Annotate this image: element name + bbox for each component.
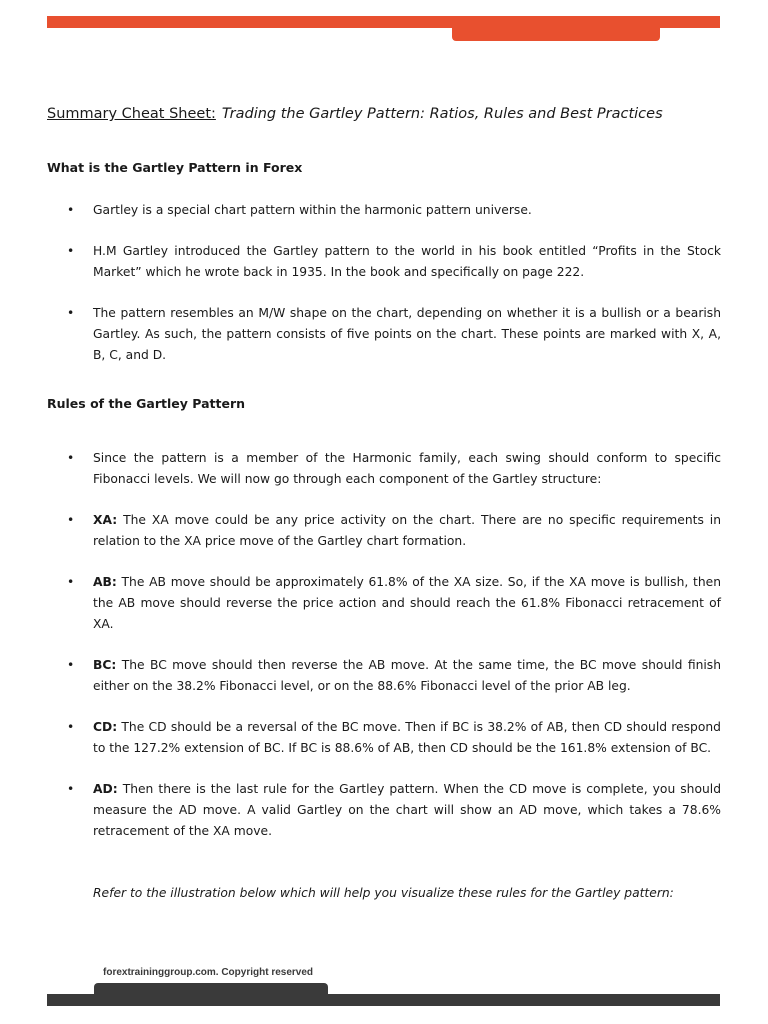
list-item bbox=[67, 572, 721, 634]
rule-key: CD: bbox=[93, 720, 118, 734]
bullet-dot: • bbox=[67, 306, 75, 320]
rule-key: BC: bbox=[93, 658, 117, 672]
list-item bbox=[67, 510, 721, 552]
rule-text: Then there is the last rule for the Gartley pattern. When the CD move is complete, you should measure the AD move. A valid Gartley on the chart will show an AD move, which takes a 78.6% retracement of the XA move. bbox=[93, 782, 721, 838]
title-prefix: Summary Cheat Sheet: bbox=[47, 106, 216, 122]
rule-key: XA: bbox=[93, 513, 118, 527]
bullet-dot: • bbox=[67, 720, 75, 734]
list-item bbox=[67, 241, 721, 283]
footer-copyright: forextraininggroup.com. Copyright reserved bbox=[103, 967, 314, 978]
list-item bbox=[67, 655, 721, 697]
section-heading-what-is: What is the Gartley Pattern in Forex bbox=[47, 160, 303, 175]
rule-text: The BC move should then reverse the AB move. At the same time, the BC move should finish either on the 38.2% Fibonacci level, or on the 88.6% Fibonacci level of the prior AB leg. bbox=[93, 658, 721, 693]
bullet-text: The pattern resembles an M/W shape on the chart, depending on whether it is a bullish or a bearish Gartley. As such, the pattern consists of five points on the chart. These points are marked with X, A, B, C, and D. bbox=[93, 306, 721, 362]
rule-key: AB: bbox=[93, 575, 117, 589]
bullet-dot: • bbox=[67, 244, 75, 258]
bullet-dot: • bbox=[67, 658, 75, 672]
list-item bbox=[67, 717, 721, 759]
bullet-text: H.M Gartley introduced the Gartley pattern to the world in his book entitled “Profits in the Stock Market” which he wrote back in 1935. In the book and specifically on page 222. bbox=[93, 244, 721, 279]
header-accent-tab bbox=[452, 28, 660, 41]
list-item bbox=[67, 303, 721, 365]
list-item bbox=[67, 200, 721, 221]
section-heading-rules: Rules of the Gartley Pattern bbox=[47, 396, 246, 411]
header-accent-bar bbox=[47, 16, 720, 28]
bullet-dot: • bbox=[67, 451, 75, 465]
bullet-text: Since the pattern is a member of the Harmonic family, each swing should conform to specific Fibonacci levels. We will now go through each component of the Gartley structure: bbox=[93, 451, 721, 486]
list-item bbox=[67, 779, 721, 841]
rule-text: The AB move should be approximately 61.8% of the XA size. So, if the XA move is bullish, then the AB move should reverse the price action and should reach the 61.8% Fibonacci retracement of XA. bbox=[93, 575, 721, 631]
list-item bbox=[67, 448, 721, 490]
bullet-dot: • bbox=[67, 513, 75, 527]
illustration-note: Refer to the illustration below which will help you visualize these rules for the Gartley pattern: bbox=[93, 886, 674, 900]
bullet-dot: • bbox=[67, 203, 75, 217]
rule-key: AD: bbox=[93, 782, 118, 796]
bullet-text: Gartley is a special chart pattern within the harmonic pattern universe. bbox=[93, 203, 532, 217]
rule-text: The CD should be a reversal of the BC move. Then if BC is 38.2% of AB, then CD should respond to the 127.2% extension of BC. If BC is 88.6% of AB, then CD should be the 161.8% extension of BC. bbox=[93, 720, 721, 755]
footer-accent-bar bbox=[47, 994, 720, 1006]
bullet-dot: • bbox=[67, 782, 75, 796]
bullet-dot: • bbox=[67, 575, 75, 589]
document-title bbox=[47, 106, 727, 122]
title-main: Trading the Gartley Pattern: Ratios, Rules and Best Practices bbox=[221, 106, 663, 122]
rule-text: The XA move could be any price activity on the chart. There are no specific requirements in relation to the XA price move of the Gartley chart formation. bbox=[93, 513, 721, 548]
